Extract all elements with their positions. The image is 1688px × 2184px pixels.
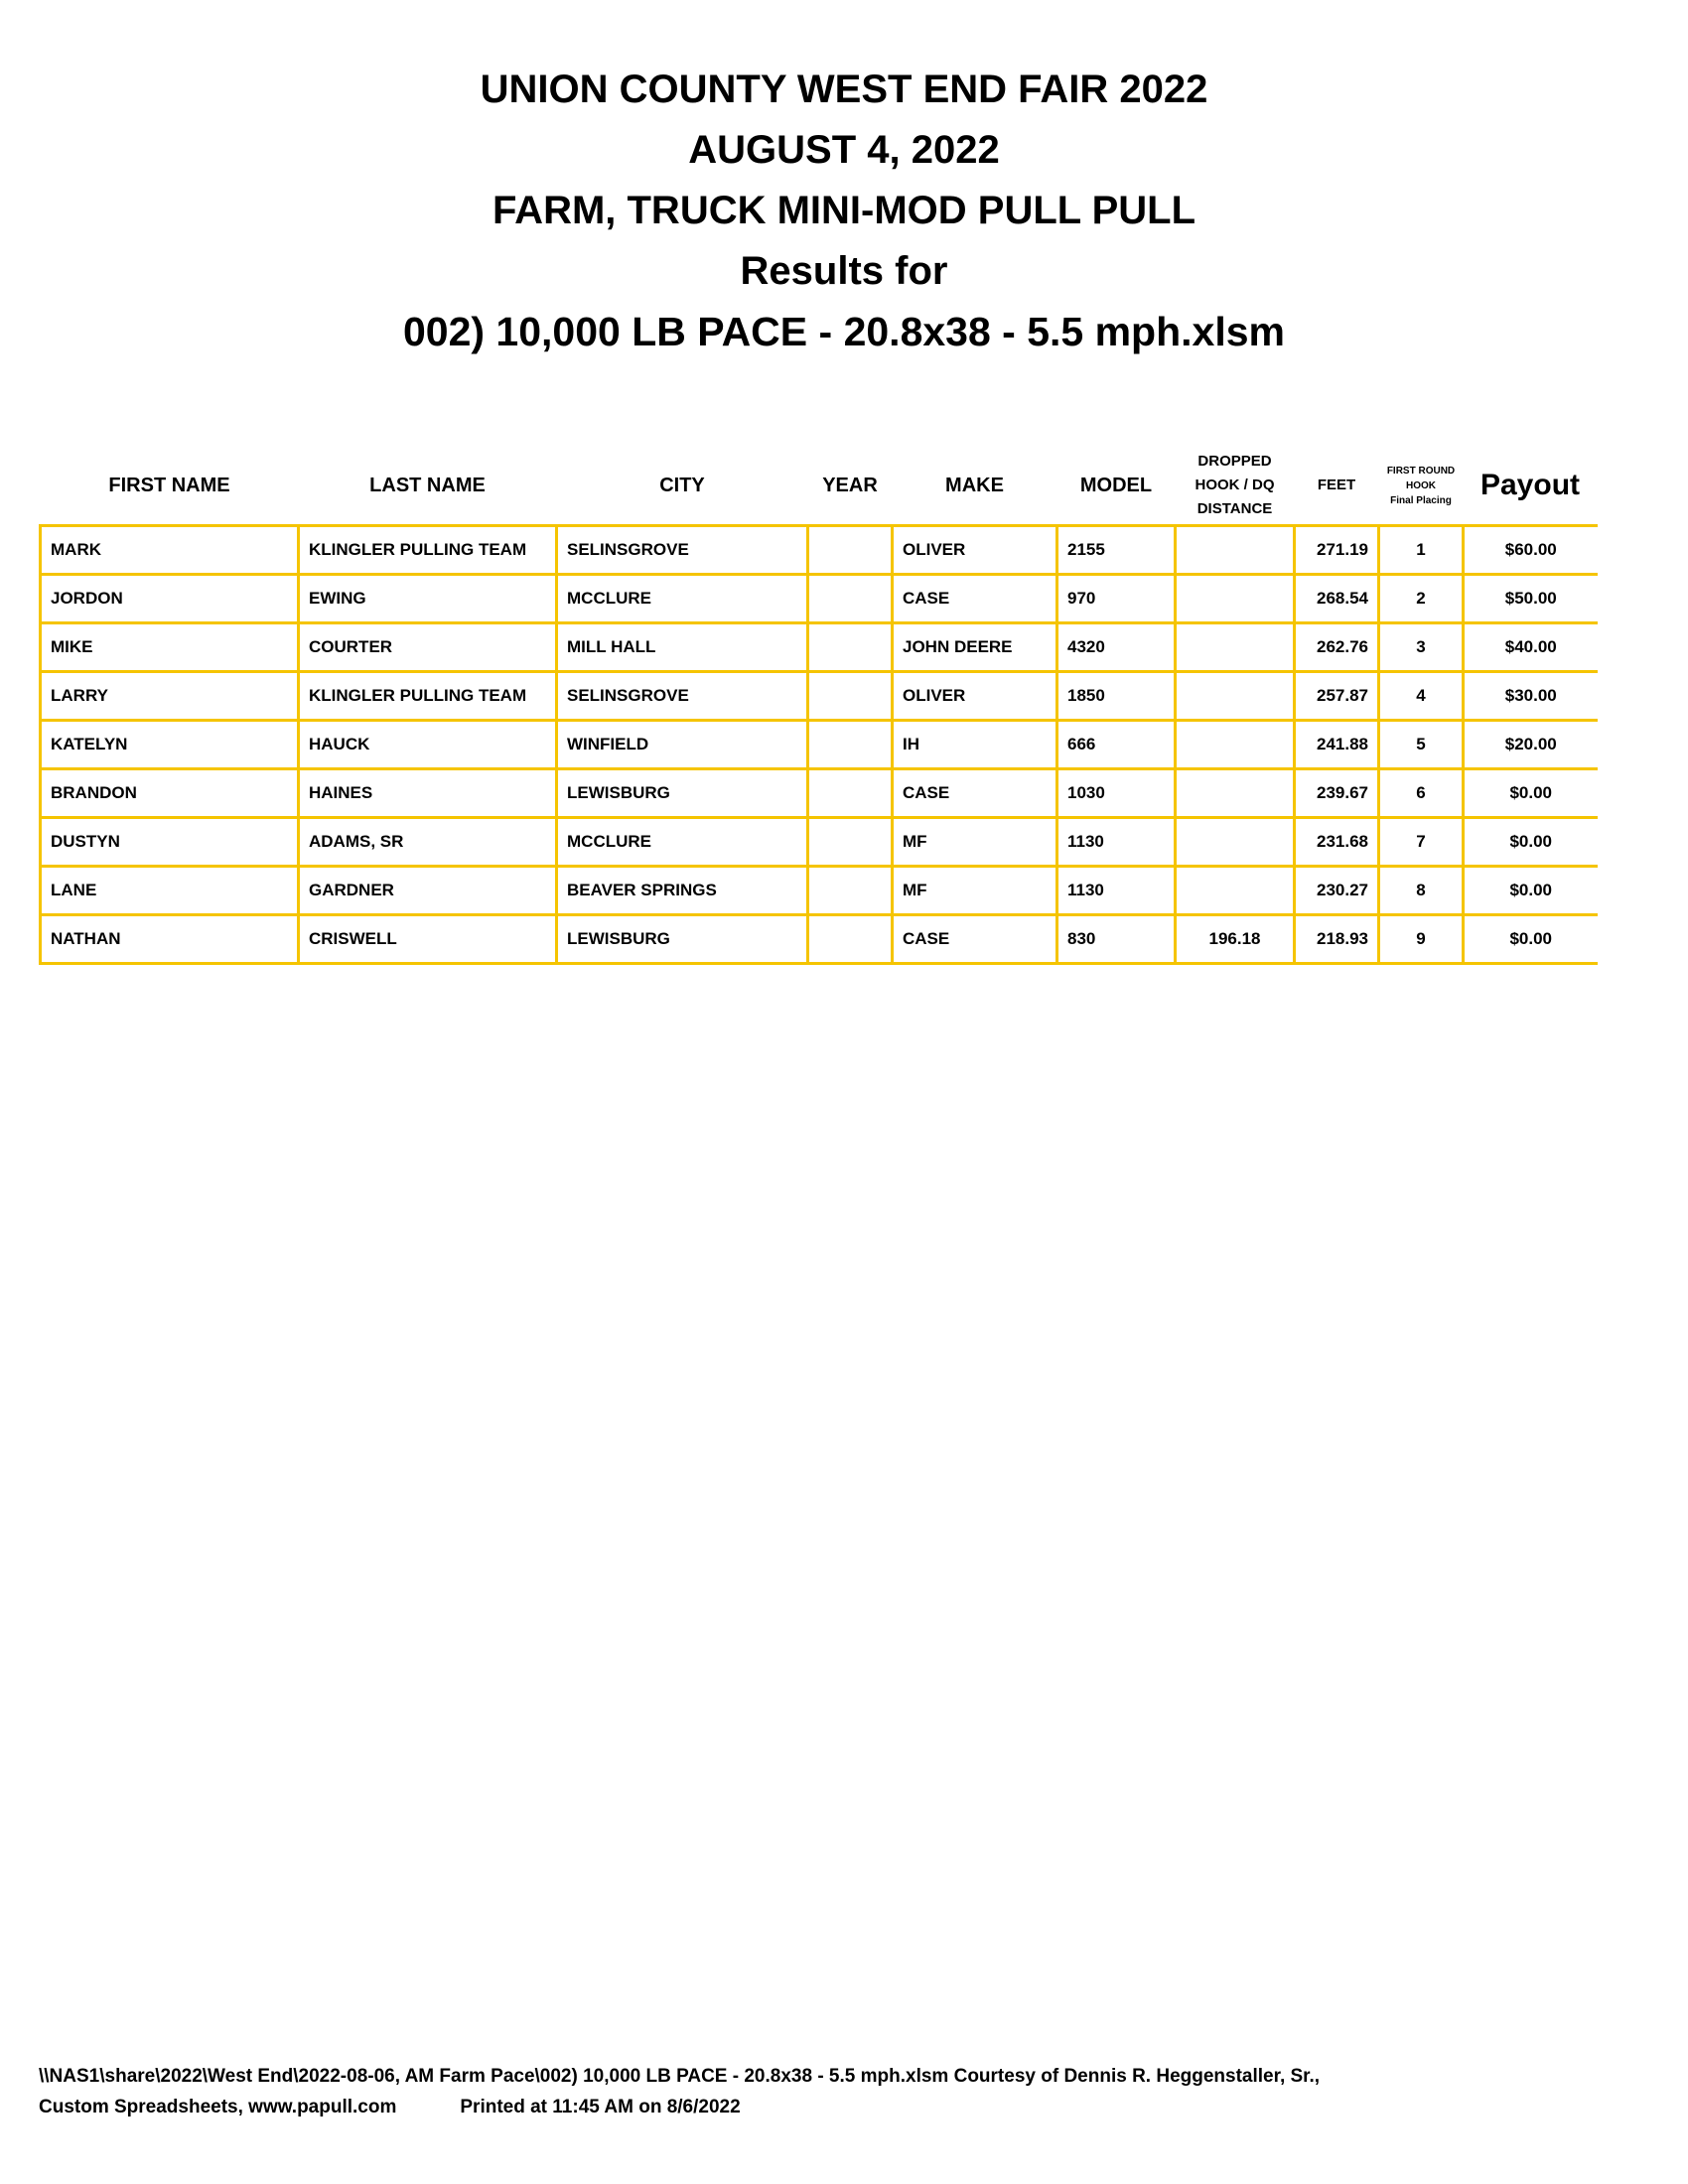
- class-name: 002) 10,000 LB PACE - 20.8x38 - 5.5 mph.xlsm: [402, 309, 1285, 354]
- cell-place: 8: [1379, 867, 1464, 915]
- cell-first-name: NATHAN: [41, 915, 299, 964]
- cell-city: LEWISBURG: [557, 769, 808, 818]
- table-row: [41, 769, 1598, 818]
- cell-model: 970: [1057, 575, 1176, 623]
- cell-model: 666: [1057, 721, 1176, 769]
- cell-first-name: KATELYN: [41, 721, 299, 769]
- footer-credit-line: [39, 2092, 1320, 2122]
- cell-year: [808, 672, 893, 721]
- cell-year: [808, 818, 893, 867]
- cell-make: OLIVER: [893, 526, 1057, 575]
- col-first-name: FIRST NAME: [41, 447, 299, 526]
- cell-last-name: KLINGLER PULLING TEAM: [299, 672, 557, 721]
- cell-place: 4: [1379, 672, 1464, 721]
- cell-payout: $0.00: [1464, 915, 1598, 964]
- col-last-name: LAST NAME: [299, 447, 557, 526]
- cell-make: JOHN DEERE: [893, 623, 1057, 672]
- cell-feet: 218.93: [1295, 915, 1379, 964]
- cell-year: [808, 575, 893, 623]
- cell-dropped: 196.18: [1176, 915, 1295, 964]
- cell-payout: $0.00: [1464, 769, 1598, 818]
- cell-make: CASE: [893, 915, 1057, 964]
- cell-payout: $0.00: [1464, 818, 1598, 867]
- cell-year: [808, 915, 893, 964]
- table-row: [41, 623, 1598, 672]
- cell-make: OLIVER: [893, 672, 1057, 721]
- table-row: [41, 721, 1598, 769]
- cell-city: SELINSGROVE: [557, 526, 808, 575]
- cell-model: 830: [1057, 915, 1176, 964]
- cell-last-name: GARDNER: [299, 867, 557, 915]
- col-model: MODEL: [1057, 447, 1176, 526]
- results-for-label: Results for: [740, 249, 948, 293]
- cell-payout: $20.00: [1464, 721, 1598, 769]
- cell-model: 1130: [1057, 818, 1176, 867]
- page-footer: [39, 2061, 1320, 2122]
- cell-make: CASE: [893, 575, 1057, 623]
- cell-first-name: BRANDON: [41, 769, 299, 818]
- col-make: MAKE: [893, 447, 1057, 526]
- cell-feet: 271.19: [1295, 526, 1379, 575]
- cell-city: LEWISBURG: [557, 915, 808, 964]
- cell-model: 1030: [1057, 769, 1176, 818]
- cell-first-name: JORDON: [41, 575, 299, 623]
- cell-dropped: [1176, 769, 1295, 818]
- cell-place: 3: [1379, 623, 1464, 672]
- event-title: UNION COUNTY WEST END FAIR 2022: [480, 68, 1208, 111]
- cell-dropped: [1176, 818, 1295, 867]
- col-first-round-hook: FIRST ROUND HOOK Final Placing: [1379, 447, 1464, 526]
- table-row: [41, 672, 1598, 721]
- cell-last-name: ADAMS, SR: [299, 818, 557, 867]
- table-row: [41, 867, 1598, 915]
- cell-year: [808, 769, 893, 818]
- cell-first-name: LARRY: [41, 672, 299, 721]
- cell-make: CASE: [893, 769, 1057, 818]
- table-header-row: [41, 447, 1598, 526]
- cell-feet: 231.68: [1295, 818, 1379, 867]
- cell-feet: 241.88: [1295, 721, 1379, 769]
- cell-feet: 239.67: [1295, 769, 1379, 818]
- cell-last-name: HAINES: [299, 769, 557, 818]
- col-dropped-hook: DROPPED HOOK / DQ DISTANCE: [1176, 447, 1295, 526]
- cell-first-name: MARK: [41, 526, 299, 575]
- cell-payout: $0.00: [1464, 867, 1598, 915]
- cell-place: 6: [1379, 769, 1464, 818]
- col-payout: Payout: [1464, 447, 1598, 526]
- report-title-block: [0, 60, 1688, 362]
- event-subtitle: FARM, TRUCK MINI-MOD PULL PULL: [492, 189, 1196, 232]
- cell-feet: 230.27: [1295, 867, 1379, 915]
- cell-place: 1: [1379, 526, 1464, 575]
- cell-dropped: [1176, 526, 1295, 575]
- cell-dropped: [1176, 575, 1295, 623]
- cell-dropped: [1176, 867, 1295, 915]
- cell-year: [808, 526, 893, 575]
- col-feet: FEET: [1295, 447, 1379, 526]
- cell-first-name: DUSTYN: [41, 818, 299, 867]
- cell-payout: $30.00: [1464, 672, 1598, 721]
- cell-first-name: MIKE: [41, 623, 299, 672]
- results-table: [39, 447, 1598, 965]
- cell-place: 9: [1379, 915, 1464, 964]
- cell-first-name: LANE: [41, 867, 299, 915]
- table-row: [41, 575, 1598, 623]
- cell-feet: 262.76: [1295, 623, 1379, 672]
- cell-payout: $60.00: [1464, 526, 1598, 575]
- cell-make: IH: [893, 721, 1057, 769]
- col-year: YEAR: [808, 447, 893, 526]
- cell-place: 2: [1379, 575, 1464, 623]
- cell-last-name: EWING: [299, 575, 557, 623]
- cell-feet: 268.54: [1295, 575, 1379, 623]
- footer-credit: Custom Spreadsheets, www.papull.com: [39, 2097, 397, 2117]
- cell-model: 1130: [1057, 867, 1176, 915]
- cell-year: [808, 623, 893, 672]
- cell-year: [808, 721, 893, 769]
- cell-city: MCCLURE: [557, 575, 808, 623]
- cell-city: WINFIELD: [557, 721, 808, 769]
- cell-last-name: HAUCK: [299, 721, 557, 769]
- cell-make: MF: [893, 818, 1057, 867]
- cell-model: 2155: [1057, 526, 1176, 575]
- cell-place: 5: [1379, 721, 1464, 769]
- col-city: CITY: [557, 447, 808, 526]
- cell-city: MCCLURE: [557, 818, 808, 867]
- event-date: AUGUST 4, 2022: [688, 128, 1000, 172]
- table-row: [41, 818, 1598, 867]
- cell-feet: 257.87: [1295, 672, 1379, 721]
- cell-place: 7: [1379, 818, 1464, 867]
- cell-last-name: COURTER: [299, 623, 557, 672]
- cell-city: SELINSGROVE: [557, 672, 808, 721]
- cell-dropped: [1176, 721, 1295, 769]
- cell-last-name: CRISWELL: [299, 915, 557, 964]
- cell-last-name: KLINGLER PULLING TEAM: [299, 526, 557, 575]
- cell-dropped: [1176, 623, 1295, 672]
- table-row: [41, 915, 1598, 964]
- cell-model: 1850: [1057, 672, 1176, 721]
- cell-city: MILL HALL: [557, 623, 808, 672]
- cell-city: BEAVER SPRINGS: [557, 867, 808, 915]
- cell-make: MF: [893, 867, 1057, 915]
- cell-year: [808, 867, 893, 915]
- table-row: [41, 526, 1598, 575]
- footer-file-path: \\NAS1\share\2022\West End\2022-08-06, AM Farm Pace\002) 10,000 LB PACE - 20.8x38 - 5.5 mph.xlsm Courtesy of Dennis R. Heggenstaller, Sr.,: [39, 2066, 1321, 2087]
- footer-printed-time: Printed at 11:45 AM on 8/6/2022: [460, 2097, 741, 2117]
- cell-payout: $40.00: [1464, 623, 1598, 672]
- cell-payout: $50.00: [1464, 575, 1598, 623]
- cell-dropped: [1176, 672, 1295, 721]
- cell-model: 4320: [1057, 623, 1176, 672]
